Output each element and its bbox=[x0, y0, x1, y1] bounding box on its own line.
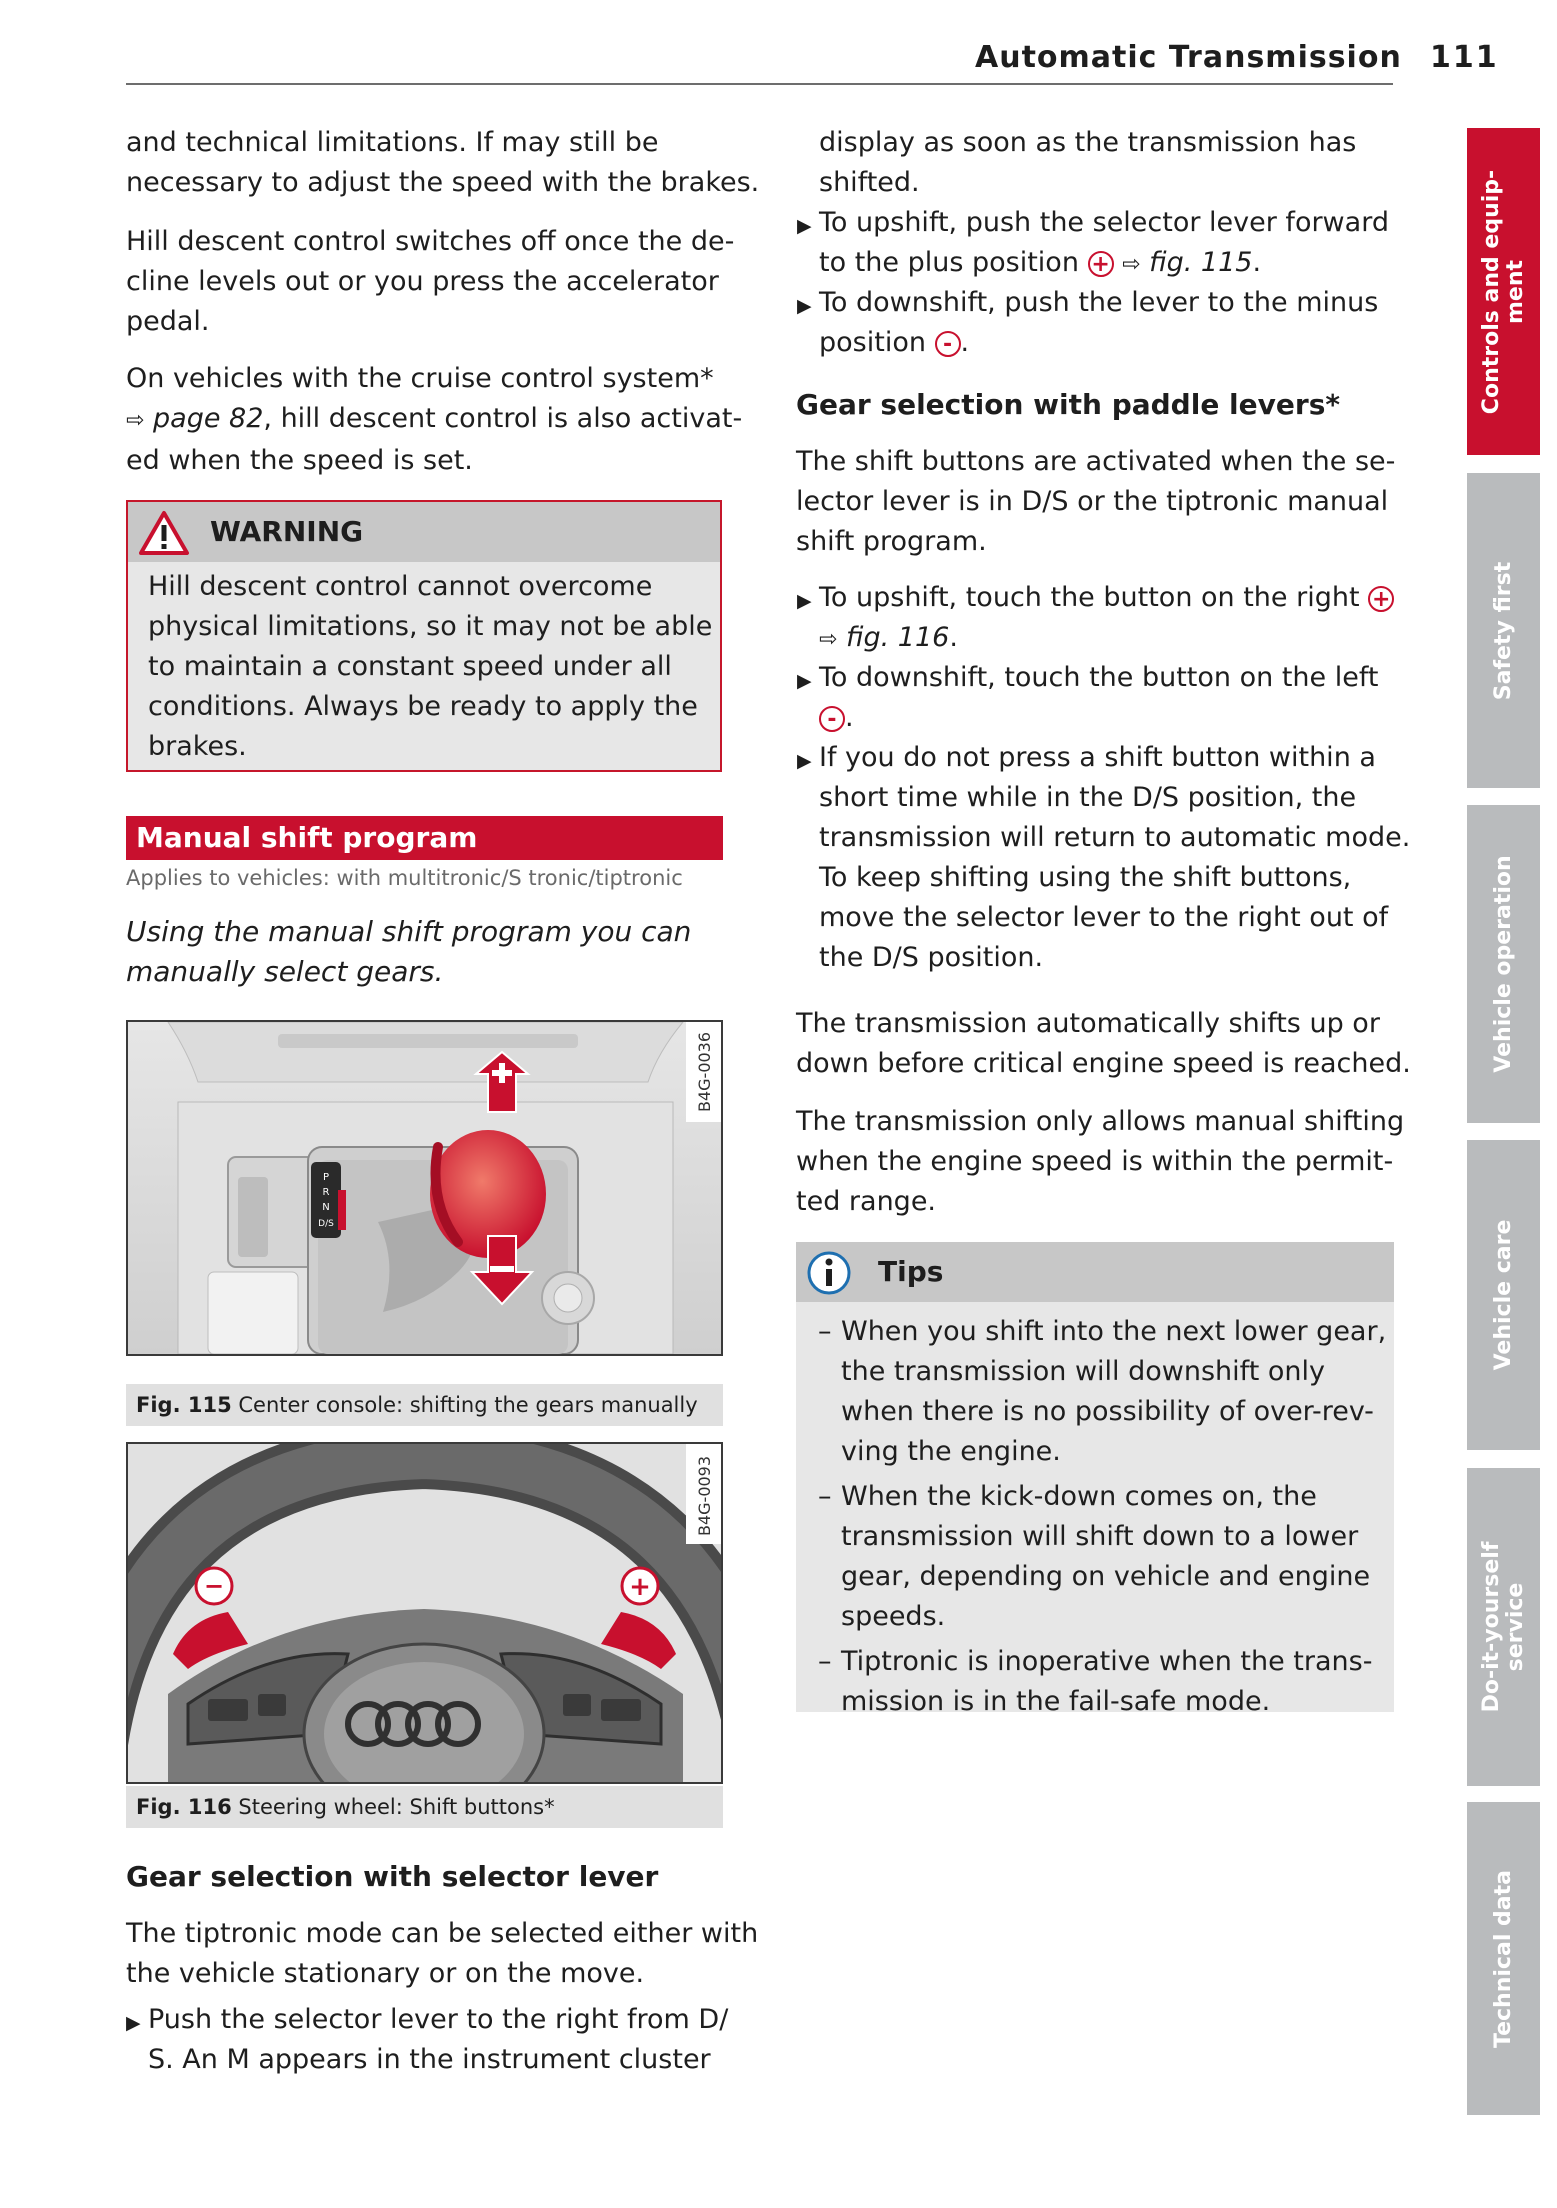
bullet-icon: ▶ bbox=[797, 295, 812, 317]
bullet-icon: ▶ bbox=[126, 2012, 141, 2034]
text-line: ed when the speed is set. bbox=[126, 445, 473, 476]
text-line: down before critical engine speed is reached. bbox=[796, 1048, 1411, 1079]
arrow-icon: ⇨ bbox=[819, 627, 838, 652]
plus-symbol: + bbox=[629, 1572, 651, 1602]
sidebar-tab-label: Safety first bbox=[1490, 561, 1516, 700]
text-line: Tiptronic is inoperative when the trans- bbox=[841, 1646, 1373, 1677]
bullet-icon: ▶ bbox=[797, 670, 812, 692]
bullet-return-automatic bbox=[819, 738, 1410, 978]
text-line: mission is in the fail-safe mode. bbox=[841, 1686, 1271, 1717]
arrow-icon: ⇨ bbox=[1122, 252, 1141, 277]
figure-label: Fig. 115 bbox=[136, 1393, 232, 1417]
tip-item bbox=[841, 1312, 1386, 1472]
text-fragment: To upshift, touch the button on the right bbox=[819, 582, 1360, 613]
figure-caption-text: Steering wheel: Shift buttons* bbox=[238, 1795, 555, 1819]
intro-text bbox=[126, 912, 691, 992]
warning-box bbox=[126, 500, 722, 772]
bullet-downshift-lever bbox=[819, 283, 1378, 363]
text-line: If you do not press a shift button within a bbox=[819, 742, 1376, 773]
tips-title: Tips bbox=[878, 1255, 944, 1288]
gear-letter-n: N bbox=[322, 1202, 330, 1213]
text-line: speeds. bbox=[841, 1601, 946, 1632]
dash-icon: – bbox=[818, 1646, 832, 1677]
figure-116-image bbox=[126, 1442, 723, 1784]
paragraph-manual-shift bbox=[796, 1102, 1404, 1222]
text-line: To downshift, push the lever to the minus bbox=[819, 287, 1379, 318]
arrow-icon: ⇨ bbox=[126, 408, 145, 433]
text-line: ving the engine. bbox=[841, 1436, 1061, 1467]
sidebar-tab-vehicle-care[interactable] bbox=[1467, 1140, 1540, 1450]
text-fragment: position bbox=[819, 327, 926, 358]
text-line: cline levels out or you press the accelerator bbox=[126, 266, 719, 297]
text-line: Do-it-yourself bbox=[1478, 1541, 1504, 1713]
sidebar-tab-vehicle-operation[interactable] bbox=[1467, 805, 1540, 1123]
figure-caption-text: Center console: shifting the gears manually bbox=[238, 1393, 698, 1417]
text-line: The shift buttons are activated when the se- bbox=[796, 446, 1396, 477]
figure-115-caption bbox=[126, 1384, 723, 1426]
text-line: The transmission automatically shifts up or bbox=[796, 1008, 1380, 1039]
figure-116-caption bbox=[126, 1786, 723, 1828]
text-line bbox=[819, 578, 1394, 618]
text-line: pedal. bbox=[126, 306, 210, 337]
sidebar-tab-label: Vehicle care bbox=[1490, 1219, 1516, 1371]
figure-reference-link[interactable]: fig. 116 bbox=[846, 622, 950, 653]
gear-letter-ds: D/S bbox=[318, 1219, 334, 1229]
bullet-icon: ▶ bbox=[797, 750, 812, 772]
section-title: Manual shift program bbox=[126, 816, 723, 860]
gear-letter-p: P bbox=[322, 1172, 330, 1183]
text-line: service bbox=[1502, 1582, 1528, 1672]
warning-text bbox=[148, 567, 712, 767]
text-line: the vehicle stationary or on the move. bbox=[126, 1958, 645, 1989]
header-rule bbox=[126, 83, 1393, 85]
plus-circle-icon: + bbox=[1368, 586, 1394, 612]
text-line: shift program. bbox=[796, 526, 987, 557]
text-line: the D/S position. bbox=[819, 942, 1044, 973]
minus-symbol: − bbox=[203, 1572, 225, 1600]
sidebar-tab-label: Technical data bbox=[1490, 1869, 1516, 2048]
text-line: transmission will return to automatic mode. bbox=[819, 822, 1411, 853]
paragraph-limitations bbox=[126, 123, 759, 203]
text-line: brakes. bbox=[148, 731, 247, 762]
gear-letter-r: R bbox=[322, 1187, 330, 1198]
figure-115-image bbox=[126, 1020, 723, 1356]
text-line: transmission will shift down to a lower bbox=[841, 1521, 1359, 1552]
text-line: When the kick-down comes on, the bbox=[841, 1481, 1317, 1512]
bullet-selector-lever bbox=[148, 2000, 728, 2080]
text-line: Controls and equip- bbox=[1478, 169, 1504, 414]
text-line: manually select gears. bbox=[126, 955, 444, 988]
text-line: ment bbox=[1502, 259, 1528, 324]
text-line: the transmission will downshift only bbox=[841, 1356, 1325, 1387]
text-line: conditions. Always be ready to apply the bbox=[148, 691, 698, 722]
paragraph-switches-off bbox=[126, 222, 734, 342]
text-line: and technical limitations. If may still be bbox=[126, 127, 659, 158]
text-line: To downshift, touch the button on the left bbox=[819, 662, 1379, 693]
sidebar-tab-label bbox=[1480, 169, 1528, 413]
text-line: Push the selector lever to the right from D/ bbox=[148, 2004, 729, 2035]
text-line bbox=[819, 243, 1389, 285]
warning-triangle-icon bbox=[138, 510, 190, 556]
paragraph-selector-lever bbox=[126, 1914, 758, 1994]
text-line: Hill descent control switches off once the de- bbox=[126, 226, 735, 257]
text-line: to maintain a constant speed under all bbox=[148, 651, 672, 682]
page-reference-link[interactable]: page 82 bbox=[153, 403, 264, 434]
text-line: Hill descent control cannot overcome bbox=[148, 571, 653, 602]
text-line: The transmission only allows manual shifting bbox=[796, 1106, 1405, 1137]
steering-wheel-illustration bbox=[128, 1444, 721, 1782]
text-line: display as soon as the transmission has bbox=[819, 127, 1357, 158]
page-header-title: Automatic Transmission bbox=[975, 40, 1402, 75]
sidebar-tab-controls[interactable] bbox=[1467, 128, 1540, 455]
bullet-icon: ▶ bbox=[797, 590, 812, 612]
figure-label: Fig. 116 bbox=[136, 1795, 232, 1819]
text-line: lector lever is in D/S or the tiptronic manual bbox=[796, 486, 1389, 517]
text-fragment: . bbox=[845, 702, 854, 733]
minus-paddle-icon bbox=[196, 1568, 232, 1604]
minus-circle-icon: - bbox=[819, 706, 845, 732]
paragraph-auto-shift bbox=[796, 1004, 1411, 1084]
text-fragment: . bbox=[1252, 247, 1262, 278]
info-icon bbox=[806, 1250, 852, 1296]
text-line: move the selector lever to the right out of bbox=[819, 902, 1389, 933]
applies-to-text: Applies to vehicles: with multitronic/S tronic/tiptronic bbox=[126, 866, 683, 890]
text-line bbox=[126, 399, 742, 441]
bullet-downshift-paddle bbox=[819, 658, 1378, 738]
text-line: ted range. bbox=[796, 1186, 937, 1217]
heading-selector-lever: Gear selection with selector lever bbox=[126, 1860, 659, 1893]
tip-item bbox=[841, 1477, 1370, 1637]
text-line: On vehicles with the cruise control system* bbox=[126, 363, 714, 394]
text-line: S. An M appears in the instrument cluster bbox=[148, 2044, 711, 2075]
dash-icon: – bbox=[818, 1316, 832, 1347]
minus-circle-icon: - bbox=[935, 331, 961, 357]
warning-title: WARNING bbox=[210, 515, 364, 548]
text-fragment: . bbox=[960, 327, 970, 358]
sidebar-tab-label bbox=[1480, 1542, 1528, 1713]
text-fragment: . bbox=[949, 622, 958, 653]
figure-code: B4G-0036 bbox=[695, 1031, 714, 1112]
heading-paddle-levers: Gear selection with paddle levers* bbox=[796, 388, 1341, 421]
page-number: 111 bbox=[1430, 40, 1499, 75]
tips-header bbox=[796, 1242, 1394, 1302]
text-line: The tiptronic mode can be selected either with bbox=[126, 1918, 759, 1949]
dash-icon: – bbox=[818, 1481, 832, 1512]
paragraph-continued bbox=[819, 123, 1356, 203]
text-line bbox=[819, 323, 1378, 363]
text-line: necessary to adjust the speed with the brakes. bbox=[126, 167, 760, 198]
text-line: When you shift into the next lower gear, bbox=[841, 1316, 1387, 1347]
figure-code: B4G-0093 bbox=[695, 1455, 714, 1536]
text-line bbox=[819, 698, 1378, 738]
sidebar-tab-label: Vehicle operation bbox=[1490, 855, 1516, 1073]
text-line: when there is no possibility of over-rev- bbox=[841, 1396, 1374, 1427]
sidebar-tab-safety[interactable] bbox=[1467, 473, 1540, 788]
text-line bbox=[819, 618, 1394, 660]
paragraph-paddle-levers bbox=[796, 442, 1395, 562]
text-line: when the engine speed is within the permit- bbox=[796, 1146, 1394, 1177]
text-line: To keep shifting using the shift buttons, bbox=[819, 862, 1352, 893]
text-fragment: to the plus position bbox=[819, 247, 1079, 278]
paragraph-cruise-control bbox=[126, 359, 742, 481]
text-line: Using the manual shift program you can bbox=[126, 915, 692, 948]
text-line: gear, depending on vehicle and engine bbox=[841, 1561, 1371, 1592]
tip-item bbox=[841, 1642, 1372, 1722]
center-console-illustration bbox=[128, 1022, 721, 1354]
text-line: short time while in the D/S position, the bbox=[819, 782, 1357, 813]
text-fragment: , hill descent control is also activat- bbox=[263, 403, 743, 434]
warning-header bbox=[128, 502, 720, 562]
sidebar-tab-technical-data[interactable] bbox=[1467, 1802, 1540, 2115]
plus-paddle-icon bbox=[622, 1568, 658, 1604]
text-line: physical limitations, so it may not be able bbox=[148, 611, 713, 642]
sidebar-tab-diy-service[interactable] bbox=[1467, 1468, 1540, 1786]
plus-circle-icon: + bbox=[1088, 251, 1114, 277]
figure-reference-link[interactable]: fig. 115 bbox=[1149, 247, 1253, 278]
bullet-upshift-lever bbox=[819, 203, 1389, 285]
bullet-upshift-paddle bbox=[819, 578, 1394, 660]
tips-box bbox=[796, 1242, 1394, 1717]
text-line: To upshift, push the selector lever forward bbox=[819, 207, 1389, 238]
text-line: shifted. bbox=[819, 167, 920, 198]
bullet-icon: ▶ bbox=[797, 215, 812, 237]
